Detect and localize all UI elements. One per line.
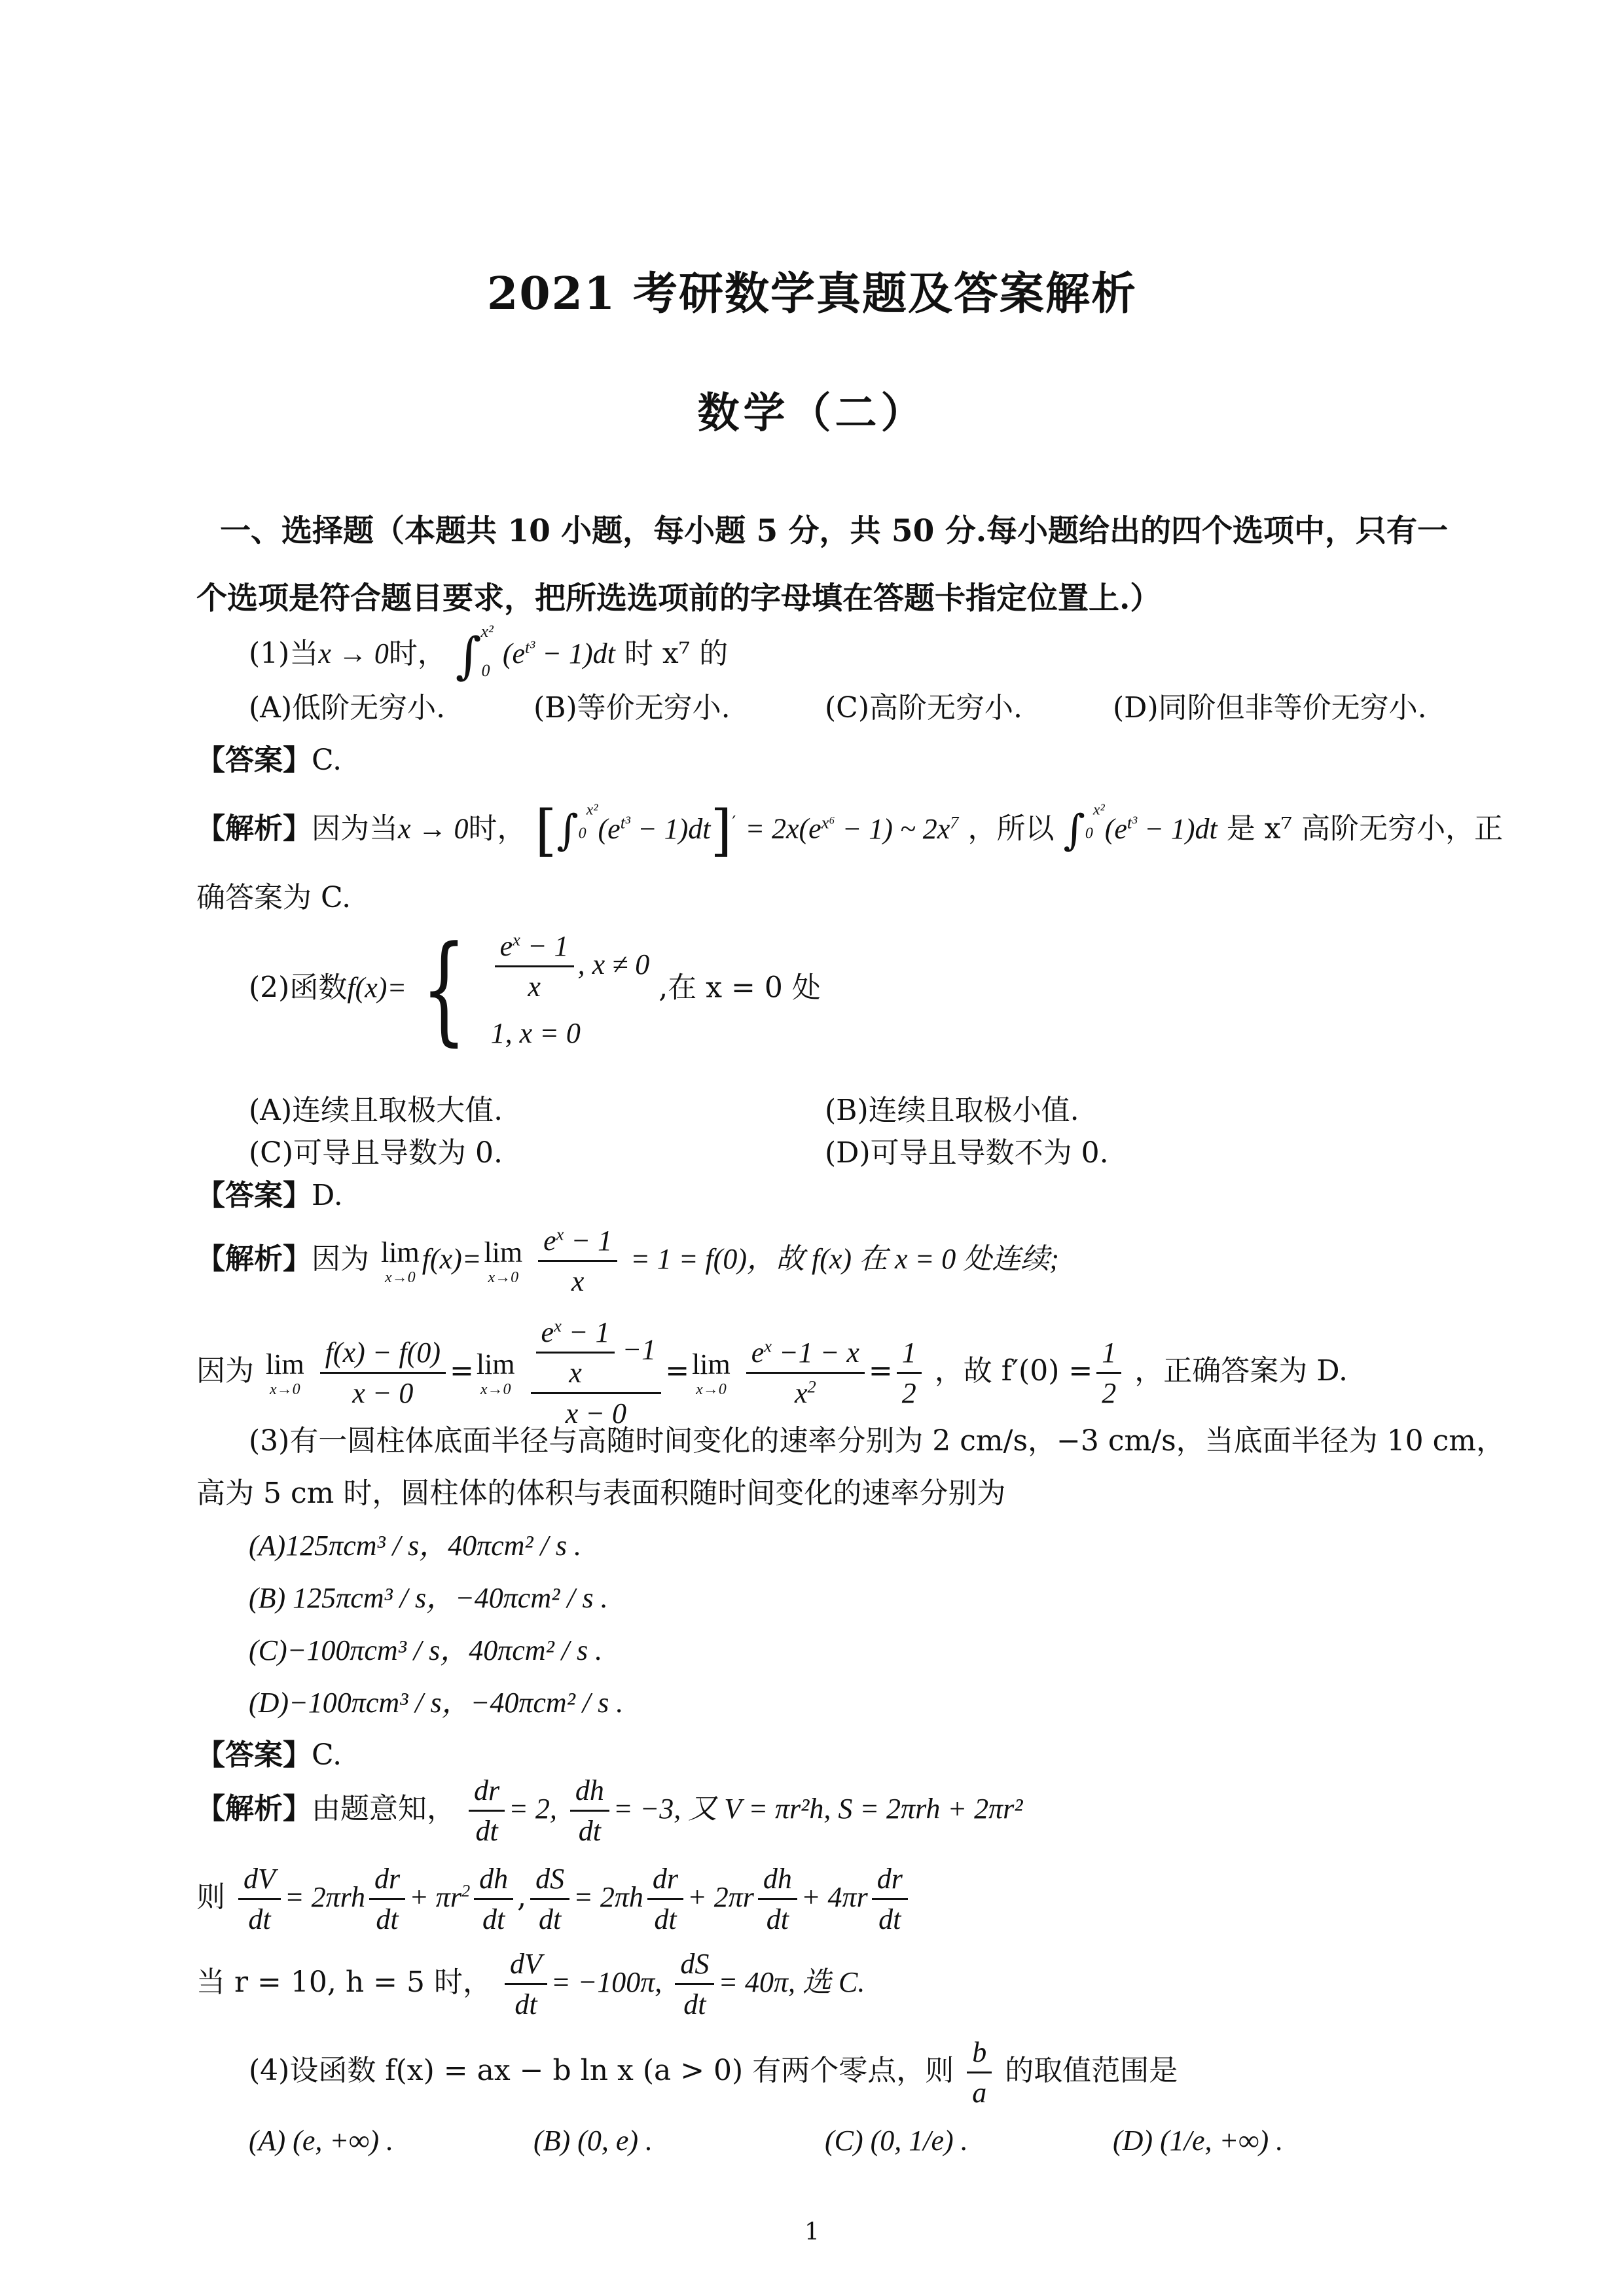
q3-option-d: (D)−100πcm³ / s，−40πcm² / s . bbox=[249, 1687, 624, 1719]
page-number: 1 bbox=[804, 2219, 820, 2246]
q2-option-d: (D)可导且导数不为 0. bbox=[825, 1136, 1109, 1170]
q4-option-a: (A) (e, +∞) . bbox=[249, 2125, 394, 2157]
q1-option-d: (D)同阶但非等价无穷小. bbox=[1113, 691, 1427, 725]
q1-analysis: 【解析】因为当x → 0时， $[\int 0^{x^2}(e^{t^3} - 1)dt]' = 2x(e^{x^6} - 1)$ ~ $2x^7$ ，所以 $\int 0^{x^2}(e^{t^3} - 1)dt$ 是 x⁷ 高阶无穷小，正 bbox=[196, 798, 1504, 863]
q2-option-c: (C)可导且导数为 0. bbox=[249, 1136, 503, 1170]
q2-option-a: (A)连续且取极大值. bbox=[249, 1094, 503, 1127]
q4-option-c: (C) (0, 1/e) . bbox=[825, 2125, 968, 2157]
q3-analysis: 【解析】由题意知， $\frac{dr}{dt}$ = 2, $\frac{dh}{dt}$ = −3, 又 V = πr²h, S = 2πrh + 2πr² bbox=[196, 1774, 1023, 1847]
q3-option-b: (B) 125πcm³ / s，−40πcm² / s . bbox=[249, 1582, 608, 1614]
question-2: (2)函数f(x)= { $\frac{e^x - 1}{x}$ , x ≠ 0 1, x = 0 ,在 x = 0 处 bbox=[249, 921, 821, 1058]
q4-option-d: (D) (1/e, +∞) . bbox=[1113, 2125, 1284, 2157]
question-1: (1)当x → 0时， $\int_0^{x^2}$ $(e^{t^3} - 1)dt$ 时 x⁷ 的 bbox=[249, 622, 729, 685]
q4-option-b: (B) (0, e) . bbox=[533, 2125, 653, 2157]
q3-analysis-derivatives: 则 $\frac{dV}{dt}$ = 2πrh $\frac{dr}{dt}$ + $\pi r^2$ $\frac{dh}{dt}$ , $\frac{dS}{dt}$ = 2πh $\frac{dr}{dt}$ + 2πr $\frac{dh}{dt}$ + 4πr $\frac{dr}{dt}$ bbox=[196, 1862, 912, 1936]
question-4: (4)设函数 f(x) = ax − b ln x (a > 0) 有两个零点，则 $\frac{b}{a}$ 的取值范围是 bbox=[249, 2036, 1178, 2109]
q1-option-c: (C)高阶无穷小. bbox=[825, 691, 1022, 725]
q3-analysis-result: 当 r = 10, h = 5 时， $\frac{dV}{dt}$ = −100π, $\frac{dS}{dt}$ = 40π, 选 C. bbox=[196, 1948, 865, 2020]
q1-option-b: (B)等价无穷小. bbox=[533, 691, 731, 725]
q3-option-a: (A)125πcm³ / s，40πcm² / s . bbox=[249, 1530, 581, 1562]
q1-analysis-cont: 确答案为 C. bbox=[196, 881, 352, 914]
q2-answer: 【答案】D. bbox=[196, 1179, 343, 1212]
question-3-line-2: 高为 5 cm 时，圆柱体的体积与表面积随时间变化的速率分别为 bbox=[196, 1477, 1006, 1510]
q2-analysis-cont: 因为 lim x→0 $\frac{f(x) - f(0)}{x - 0}$ = lim x→0 $\frac{e^x - 1}{x}$ −1 x − 0 = lim x→0 $\frac{e^x -1 - x}{x^2}$ = $\frac{1}{2}$ ，故 f′(0) = $\frac{1}{2}$ ，正确答案为 D. bbox=[196, 1316, 1348, 1429]
q1-option-a: (A)低阶无穷小. bbox=[249, 691, 446, 725]
q3-option-c: (C)−100πcm³ / s，40πcm² / s . bbox=[249, 1634, 603, 1666]
document-subtitle: 数学（二） bbox=[697, 389, 927, 438]
document-title: 2021 考研数学真题及答案解析 bbox=[487, 268, 1137, 320]
q3-answer: 【答案】C. bbox=[196, 1738, 342, 1772]
q2-option-b: (B)连续且取极小值. bbox=[825, 1094, 1079, 1127]
question-3-line-1: (3)有一圆柱体底面半径与高随时间变化的速率分别为 2 cm/s，−3 cm/s，当底面半径为 10 cm， bbox=[249, 1424, 1506, 1458]
section-header: 一、选择题（本题共 10 小题，每小题 5 分，共 50 分.每小题给出的四个选项中，只有一个选项是符合题目要求，把所选选项前的字母填在答题卡指定位置上.） bbox=[196, 513, 1449, 617]
q2-analysis: 【解析】因为 lim x→0 f(x)= lim x→0 $\frac{e^x - 1}{x}$ = 1 = f(0)，故 f(x) 在 x = 0 处连续; bbox=[196, 1224, 1059, 1297]
q1-answer: 【答案】C. bbox=[196, 744, 342, 777]
